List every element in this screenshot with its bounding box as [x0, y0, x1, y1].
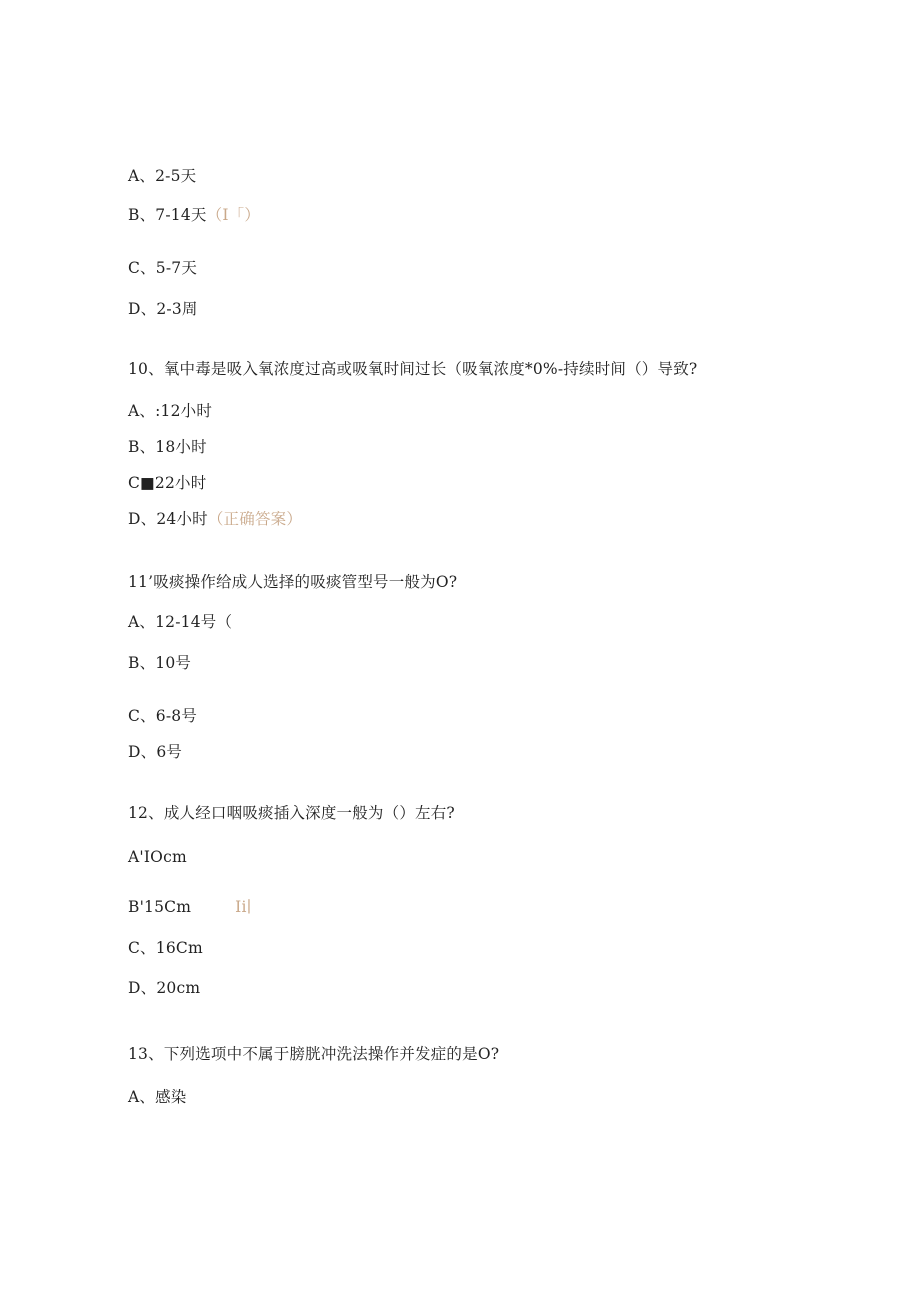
q9-option-b-text: B、7-14天 — [128, 206, 207, 224]
q9-option-d-text: D、2-3周 — [128, 300, 198, 318]
q12-option-c — [128, 938, 203, 958]
q11-option-d-text: D、6号 — [128, 743, 183, 761]
q10-option-c — [128, 473, 206, 493]
q10-option-d-text: D、24小时 — [128, 510, 208, 528]
q10-option-b-text: B、18小时 — [128, 438, 207, 456]
q11-option-c-text: C、6-8号 — [128, 707, 198, 725]
q10-answer-mark: （正确答案） — [207, 510, 303, 528]
q12-question — [128, 803, 455, 823]
q10-option-a — [128, 401, 212, 421]
q9-option-d — [128, 299, 198, 319]
q12-option-b — [128, 897, 251, 917]
q13-question-text: 13、下列选项中不属于膀胱冲洗法操作并发症的是O? — [128, 1045, 500, 1063]
q9-option-a — [128, 166, 196, 186]
q12-option-d — [128, 978, 200, 998]
q11-option-a-text: A、12-14号（ — [128, 613, 233, 631]
q9-option-c-text: C、5-7天 — [128, 259, 198, 277]
q13-option-a — [128, 1087, 187, 1107]
q11-option-a — [128, 612, 232, 632]
q9-answer-mark: （I「） — [206, 206, 261, 224]
q11-question-text: 11’吸痰操作给成人选择的吸痰管型号一般为O? — [128, 573, 458, 591]
q11-option-c — [128, 706, 197, 726]
q12-option-b-text: B'15Cm — [128, 898, 192, 916]
q11-question — [128, 572, 457, 592]
q12-option-a — [128, 847, 187, 867]
q10-question — [128, 359, 697, 379]
q9-option-c — [128, 258, 197, 278]
q9-option-b — [128, 205, 260, 225]
q12-question-text: 12、成人经口咽吸痰插入深度一般为（）左右? — [128, 804, 455, 822]
q12-option-c-text: C、16Cm — [128, 939, 203, 957]
q13-question — [128, 1044, 499, 1064]
q9-option-a-text: A、2-5天 — [128, 167, 197, 185]
q11-option-b — [128, 653, 191, 673]
q12-answer-mark: Ii∣ — [235, 898, 252, 916]
q13-option-a-text: A、感染 — [128, 1088, 187, 1106]
q10-option-c-text: C■22小时 — [128, 474, 207, 492]
q10-question-text: 10、氧中毒是吸入氧浓度过高或吸氧时间过长（吸氧浓度*0%-持续时间（）导致? — [128, 360, 698, 378]
q12-option-a-text: A'IOcm — [128, 848, 187, 866]
q10-option-b — [128, 437, 207, 457]
q12-option-d-text: D、20cm — [128, 979, 201, 997]
q10-option-a-text: A、:12小时 — [128, 402, 213, 420]
q11-option-b-text: B、10号 — [128, 654, 192, 672]
q11-option-d — [128, 742, 182, 762]
q10-option-d — [128, 509, 302, 529]
